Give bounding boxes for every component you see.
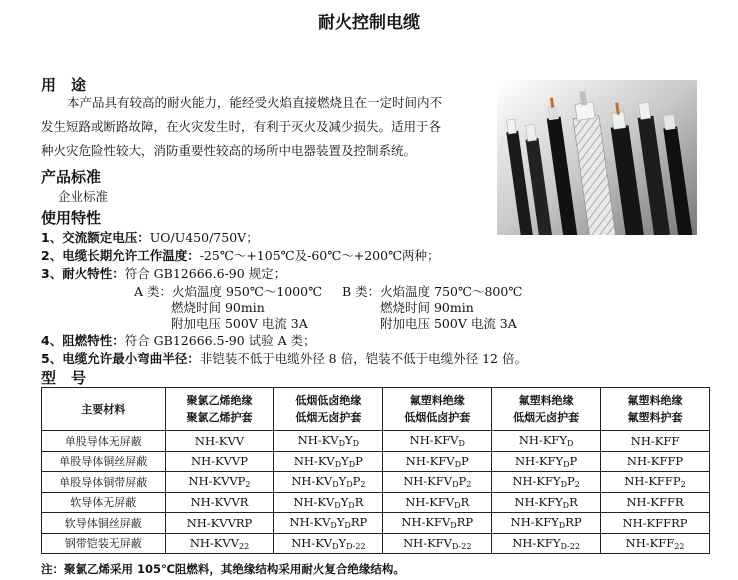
model-code: $NH-KFF_{22}$ bbox=[601, 533, 710, 554]
model-code: $NH-KFY_DP_2$ bbox=[492, 472, 601, 493]
model-code: $NH-KV_DY_DP_2$ bbox=[274, 472, 383, 493]
page-title: 耐火控制电缆 bbox=[318, 13, 420, 33]
table-header-line: 低烟无卤护套 bbox=[513, 411, 580, 424]
table-header-0 bbox=[42, 388, 166, 431]
table-header-line: 主要材料 bbox=[81, 402, 126, 416]
standard-text: 企业标准 bbox=[58, 189, 109, 204]
table-row bbox=[42, 472, 710, 493]
table-header-5 bbox=[601, 388, 710, 431]
feature-5: 5、电缆允许最小弯曲半径：非铠装不低于电缆外径 8 倍，铠装不低于电缆外径 12 倍。 bbox=[41, 351, 527, 366]
table-row bbox=[42, 431, 710, 452]
features-heading: 使用特性 bbox=[41, 209, 102, 227]
table-header-4 bbox=[492, 388, 601, 431]
model-code: $NH-KV_DY_D$ bbox=[274, 431, 383, 452]
feature-1: 1、交流额定电压：UO/U450/750V； bbox=[41, 230, 259, 245]
model-code: NH-KFFP bbox=[601, 451, 710, 472]
model-code: $NH-KV_DY_DP$ bbox=[274, 451, 383, 472]
row-label: 单股导体铜丝屏蔽 bbox=[42, 451, 166, 472]
model-code: NH-KVV bbox=[165, 431, 274, 452]
table-header-2 bbox=[274, 388, 383, 431]
table-header-line: 氟塑料护套 bbox=[627, 411, 683, 424]
table-header-line: 聚氯乙烯护套 bbox=[186, 411, 253, 424]
table-row bbox=[42, 533, 710, 554]
class-a-line-2: 燃烧时间 90min bbox=[171, 300, 265, 315]
table-header-1 bbox=[165, 388, 274, 431]
model-code: $NH-KV_DY_DRP$ bbox=[274, 513, 383, 534]
class-b-line-2: 燃烧时间 90min bbox=[380, 300, 474, 315]
table-header-line: 氟塑料绝缘 bbox=[409, 394, 465, 407]
model-code: $NH-KFV_D$ bbox=[383, 431, 492, 452]
table-note: 注：聚氯乙烯采用 105℃阻燃料，其绝缘结构采用耐火复合绝缘结构。 bbox=[41, 562, 405, 576]
table-header-line: 聚氯乙烯绝缘 bbox=[186, 394, 253, 407]
table-header-line: 低烟低卤护套 bbox=[404, 411, 471, 424]
model-code: NH-KFF bbox=[601, 431, 710, 452]
usage-line-1: 本产品具有较高的耐火能力，能经受火焰直接燃烧且在一定时间内不 bbox=[67, 95, 443, 110]
model-code: $NH-KFV_DP$ bbox=[383, 451, 492, 472]
feature-2: 2、电缆长期允许工作温度：-25℃～+105℃及-60℃～+200℃两种； bbox=[41, 248, 440, 263]
table-header-3 bbox=[383, 388, 492, 431]
model-code: $NH-KFV_DP_2$ bbox=[383, 472, 492, 493]
usage-line-2: 发生短路或断路故障，在火灾发生时，有利于灭火及减少损失。适用于各 bbox=[41, 119, 442, 134]
model-code: $NH-KVV_{22}$ bbox=[165, 533, 274, 554]
table-row bbox=[42, 451, 710, 472]
row-label: 单股导体无屏蔽 bbox=[42, 431, 166, 452]
model-code: NH-KFFR bbox=[601, 492, 710, 513]
row-label: 软导体无屏蔽 bbox=[42, 492, 166, 513]
feature-3: 3、耐火特性：符合 GB12666.6-90 规定； bbox=[41, 266, 287, 281]
table-row bbox=[42, 492, 710, 513]
class-a-line-3: 附加电压 500V 电流 3A bbox=[171, 316, 308, 331]
class-a-line-1: A 类：火焰温度 950℃～1000℃ bbox=[134, 284, 323, 299]
class-b-line-3: 附加电压 500V 电流 3A bbox=[380, 316, 517, 331]
model-code: $NH-KFV_{D-22}$ bbox=[383, 533, 492, 554]
model-code: $NH-KV_DY_{D-22}$ bbox=[274, 533, 383, 554]
table-header-line: 氟塑料绝缘 bbox=[518, 394, 574, 407]
models-heading: 型 号 bbox=[41, 369, 87, 387]
model-code: $NH-KFY_{D-22}$ bbox=[492, 533, 601, 554]
row-label: 钢带铠装无屏蔽 bbox=[42, 533, 166, 554]
model-table bbox=[41, 387, 710, 554]
model-code: $NH-KFY_DR$ bbox=[492, 492, 601, 513]
row-label: 单股导体铜带屏蔽 bbox=[42, 472, 166, 493]
table-header-line: 低烟低卤绝缘 bbox=[295, 394, 362, 407]
usage-line-3: 种火灾危险性较大，消防重要性较高的场所中电器装置及控制系统。 bbox=[41, 143, 417, 158]
model-code: $NH-KVVP_2$ bbox=[165, 472, 274, 493]
model-code: NH-KFFRP bbox=[601, 513, 710, 534]
model-code: $NH-KFV_DR$ bbox=[383, 492, 492, 513]
model-code: NH-KVVP bbox=[165, 451, 274, 472]
model-code: $NH-KFY_D$ bbox=[492, 431, 601, 452]
table-row bbox=[42, 513, 710, 534]
model-code: $NH-KFY_DRP$ bbox=[492, 513, 601, 534]
cable-photo bbox=[497, 80, 697, 235]
standard-heading: 产品标准 bbox=[41, 168, 102, 186]
row-label: 软导体铜丝屏蔽 bbox=[42, 513, 166, 534]
model-code: $NH-KFFP_2$ bbox=[601, 472, 710, 493]
usage-heading: 用 途 bbox=[41, 76, 87, 94]
model-code: $NH-KV_DY_DR$ bbox=[274, 492, 383, 513]
table-header-line: 低烟无卤护套 bbox=[295, 411, 362, 424]
table-header-line: 氟塑料绝缘 bbox=[627, 394, 683, 407]
model-code: $NH-KFY_DP$ bbox=[492, 451, 601, 472]
model-code: $NH-KFV_DRP$ bbox=[383, 513, 492, 534]
class-b-line-1: B 类：火焰温度 750℃～800℃ bbox=[342, 284, 523, 299]
model-code: NH-KVVR bbox=[165, 492, 274, 513]
model-code: NH-KVVRP bbox=[165, 513, 274, 534]
feature-4: 4、阻燃特性：符合 GB12666.5-90 试验 A 类； bbox=[41, 333, 316, 348]
